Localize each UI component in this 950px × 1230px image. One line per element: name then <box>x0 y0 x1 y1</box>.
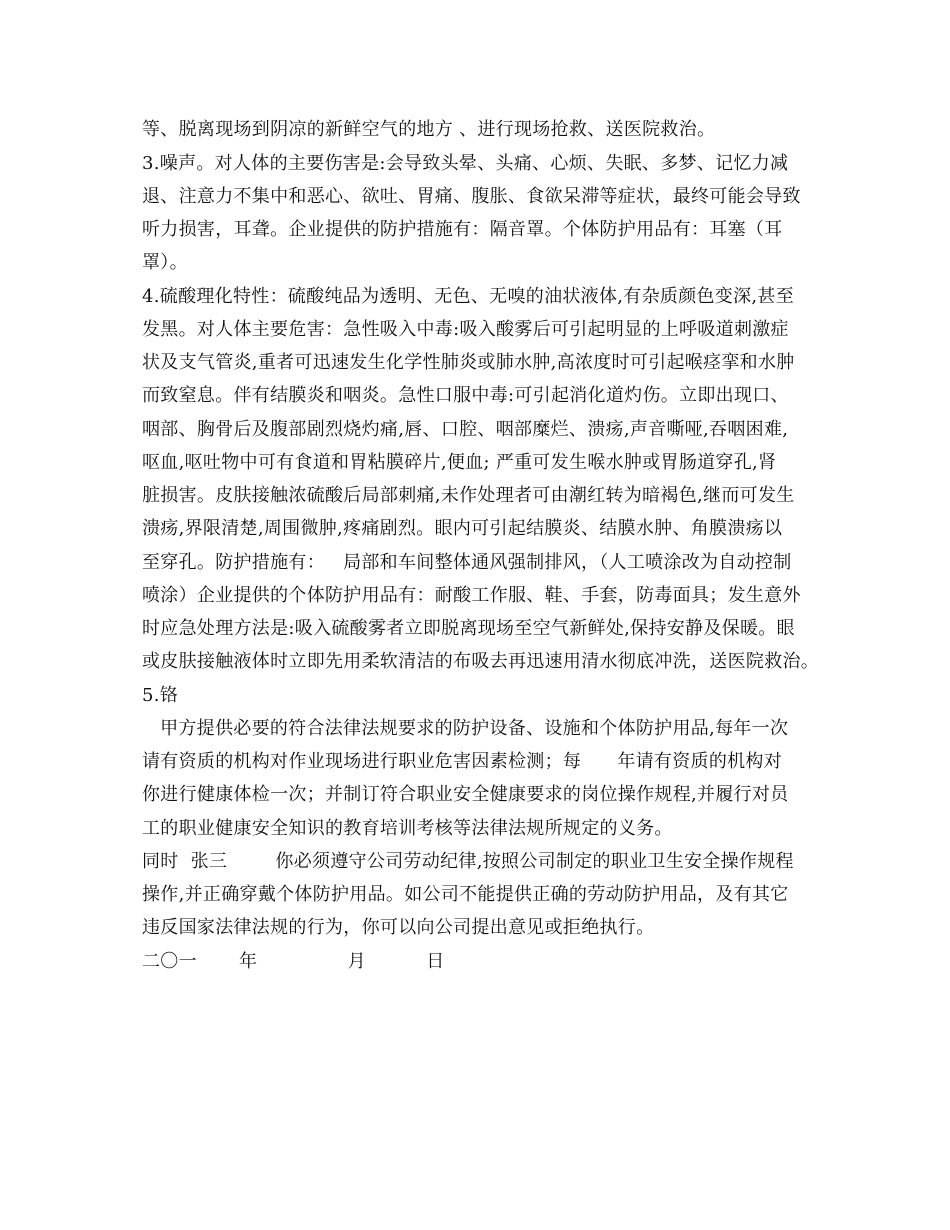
text-line: 发黑。对人体主要危害：急性吸入中毒:吸入酸雾后可引起明显的上呼吸道刺激症 <box>142 319 789 340</box>
text-line: 你进行健康体检一次；并制订符合职业安全健康要求的岗位操作规程,并履行对员 <box>142 784 789 805</box>
text-line: 5.铬 <box>142 685 179 706</box>
date-line: 二〇一 年 月 日 <box>142 951 445 972</box>
text-line: 或皮肤接触液体时立即先用柔软清洁的布吸去再迅速用清水彻底冲洗，送医院救治。 <box>142 651 820 672</box>
text-line: 状及支气管炎,重者可迅速发生化学性肺炎或肺水肿,高浓度时可引起喉痉挛和水肿 <box>142 352 795 373</box>
text-line: 呕血,呕吐物中可有食道和胃粘膜碎片,便血; 严重可发生喉水肿或胃肠道穿孔,肾 <box>142 452 777 473</box>
text-line: 违反国家法律法规的行为，你可以向公司提出意见或拒绝执行。 <box>142 917 655 938</box>
text-line: 至穿孔。防护措施有： 局部和车间整体通风强制排风，（人工喷涂改为自动控制 <box>142 552 792 573</box>
text-line: 请有资质的机构对作业现场进行职业危害因素检测；每 年请有资质的机构对 <box>142 751 783 772</box>
text-line: 喷涂）企业提供的个体防护用品有：耐酸工作服、鞋、手套，防毒面具；发生意外 <box>142 585 801 606</box>
text-line: 4.硫酸理化特性：硫酸纯品为透明、无色、无嗅的油状液体,有杂质颜色变深,甚至 <box>142 286 795 307</box>
text-line: 3.噪声。对人体的主要伤害是:会导致头晕、头痛、心烦、失眠、多梦、记忆力减 <box>142 153 789 174</box>
text-line: 听力损害，耳聋。企业提供的防护措施有：隔音罩。个体防护用品有：耳塞（耳 <box>142 219 783 240</box>
text-line: 退、注意力不集中和恶心、欲吐、胃痛、腹胀、食欲呆滞等症状，最终可能会导致 <box>142 186 801 207</box>
text-line: 咽部、胸骨后及腹部剧烈烧灼痛,唇、口腔、咽部糜烂、溃疡,声音嘶哑,吞咽困难, <box>142 419 789 440</box>
text-line: 操作,并正确穿戴个体防护用品。如公司不能提供正确的劳动防护用品，及有其它 <box>142 884 789 905</box>
text-line: 同时 张三 你必须遵守公司劳动纪律,按照公司制定的职业卫生安全操作规程 <box>142 851 794 872</box>
text-line: 溃疡,界限清楚,周围微肿,疼痛剧烈。眼内可引起结膜炎、结膜水肿、角膜溃疡以 <box>142 518 783 539</box>
text-line: 时应急处理方法是:吸入硫酸雾者立即脱离现场至空气新鲜处,保持安静及保暖。眼 <box>142 618 795 639</box>
text-line: 甲方提供必要的符合法律法规要求的防护设备、设施和个体防护用品,每年一次 <box>142 718 789 739</box>
text-line: 脏损害。皮肤接触浓硫酸后局部刺痛,未作处理者可由潮红转为暗褐色,继而可发生 <box>142 485 795 506</box>
text-line: 而致窒息。伴有结膜炎和咽炎。急性口服中毒:可引起消化道灼伤。立即出现口、 <box>142 385 789 406</box>
text-line: 罩）。 <box>142 252 188 273</box>
text-line: 工的职业健康安全知识的教育培训考核等法律法规所规定的义务。 <box>142 818 673 839</box>
text-line: 等、脱离现场到阴凉的新鲜空气的地方 、进行现场抢救、送医院救治。 <box>142 119 716 140</box>
